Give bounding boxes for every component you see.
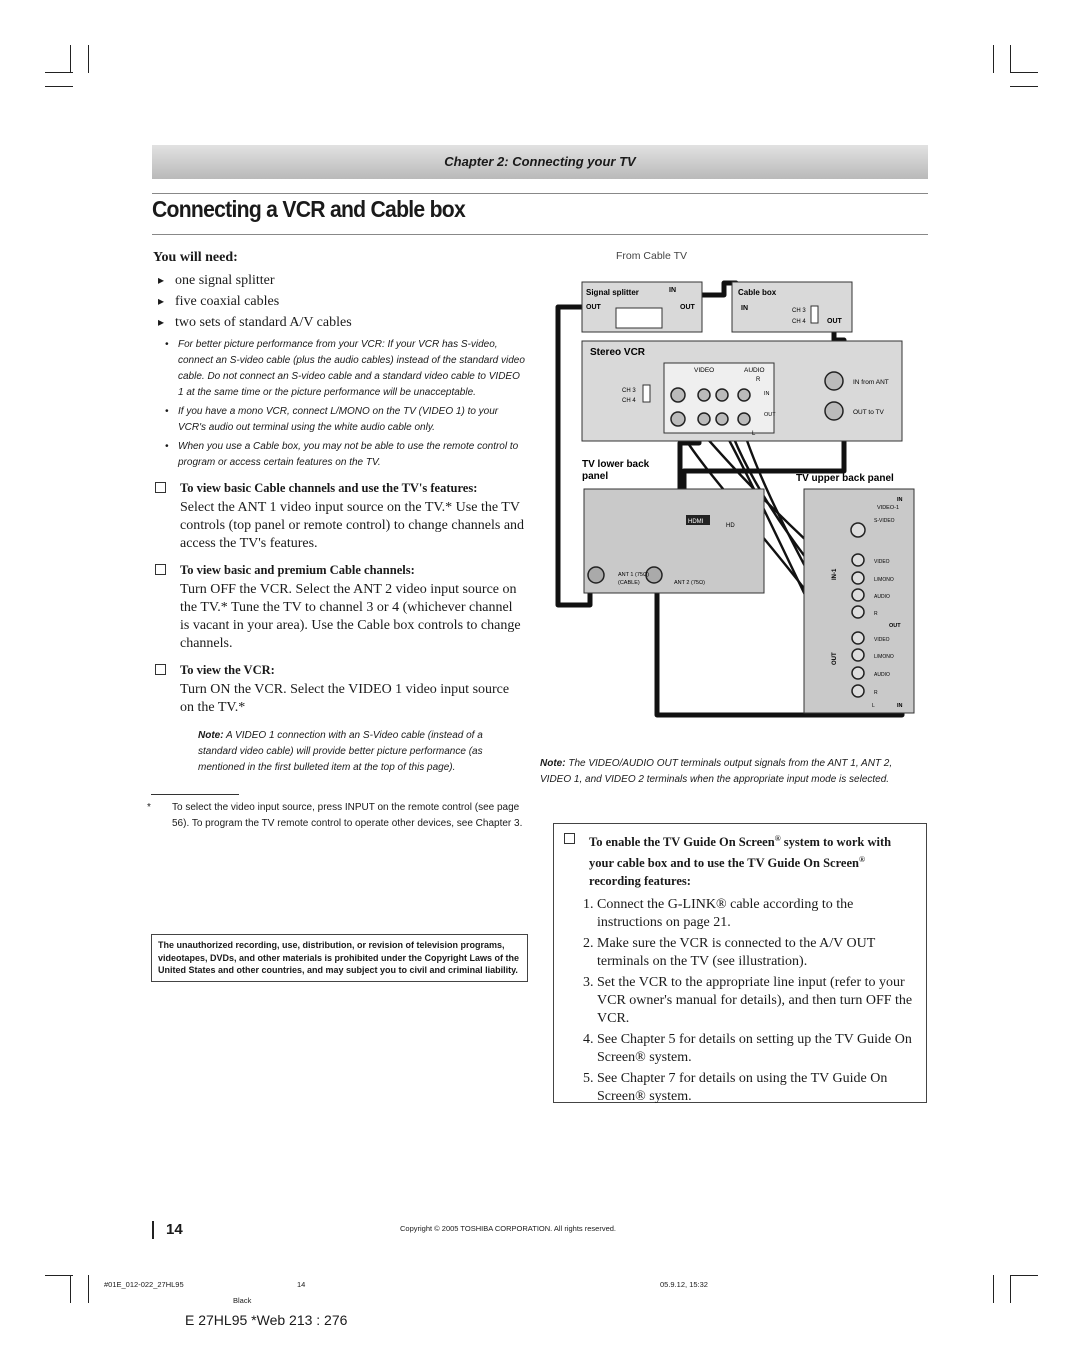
jack-icon [698,389,710,401]
need-list [153,270,525,333]
title-rule-top [152,193,928,194]
section-heading-text: To view the VCR: [180,663,275,677]
crop-mark [993,1275,994,1303]
hdmi-label: HDMI [688,519,704,525]
from-cable-label: From Cable TV [616,250,687,262]
section-premium-cable [153,561,525,653]
splitter-out-label: OUT [680,304,695,311]
coax-jack-icon [825,372,843,390]
guide-heading-part: To enable the TV Guide On Screen [589,835,775,850]
jack-icon [671,388,685,402]
crop-mark [1010,72,1038,73]
slug-date: 05.9.12, 15:32 [660,1280,708,1289]
out-to-tv-label: OUT to TV [853,409,884,416]
jack-icon [852,685,864,697]
crop-mark [70,45,71,73]
note-text: The VIDEO/AUDIO OUT terminals output signals from the ANT 1, ANT 2, VIDEO 1, and VIDEO 2 terminals when the appropriate input mode is selected. [540,758,893,785]
coax-jack-icon [588,567,604,583]
slug-file: #01E_012-022_27HL95 [104,1280,184,1289]
up-video1-label: VIDEO-1 [877,505,900,511]
checkbox-square-icon [155,482,166,493]
legal-notice: The unauthorized recording, use, distribution, or revision of television programs, videotapes, DVDs, and other materials is prohibited under the Copyright Laws of the United States and other countries, and may subject you to civil and criminal liability. [151,934,528,982]
guide-step: 1. Connect the G-LINK® cable according to the instructions on page 21. [597,896,918,932]
crop-mark [88,1275,89,1303]
cable-splitter-to-cablebox [700,283,736,295]
jack-icon [716,389,728,401]
section-body: Select the ANT 1 video input source on the TV.* Use the TV controls (top panel or remote control) to change channels and access the TV's features. [180,500,525,551]
tv-upper-label: TV upper back panel [796,473,894,484]
crop-mark [45,72,73,73]
cablebox-out-label: OUT [827,318,842,325]
registered-mark: ® [774,834,781,843]
section-heading [153,479,525,497]
slug-page: 14 [297,1280,306,1289]
section-heading-text: To view basic and premium Cable channels: [180,563,415,577]
cablebox-ch3-label: CH 3 [792,308,806,314]
ch-switch-icon [811,306,818,323]
need-note: • If you have a mono VCR, connect L/MONO on the TV (VIDEO 1) to your VCR's audio out terminal using the white audio cable only. [153,404,525,436]
crop-mark [45,1275,73,1276]
jack-icon [852,649,864,661]
need-item: ▸ one signal splitter [153,270,525,291]
section-body: Turn ON the VCR. Select the VIDEO 1 video input source on the TV.* [180,682,510,715]
vcr-l-label: L [752,431,756,437]
up-audio-b-label: AUDIO [874,672,890,678]
vcr-ch3-label: CH 3 [622,388,636,394]
guide-step: 5. See Chapter 7 for details on using the TV Guide On Screen® system. [597,1070,918,1106]
up-audio-label: AUDIO [874,594,890,600]
svideo-jack-icon [851,523,865,537]
splitter-out-label: OUT [586,304,601,311]
left-column [147,250,525,832]
crop-mark [1010,1275,1011,1303]
section-basic-cable [153,479,525,553]
stereo-vcr-label: Stereo VCR [590,347,646,358]
guide-steps [562,896,918,1106]
vcr-r-label: R [756,377,761,383]
hd-label: HD [726,523,735,529]
footnote [147,800,525,832]
splitter-window [616,308,662,328]
page-title: Connecting a VCR and Cable box [152,196,466,222]
up-video-b-label: VIDEO [874,637,890,643]
need-item: ▸ five coaxial cables [153,291,525,312]
up-lmono-label: L/MONO [874,577,894,583]
checkbox-square-icon [155,664,166,675]
side-in1-label: IN-1 [832,568,838,580]
vcr-out-label: OUT [764,412,776,418]
need-notes [153,337,525,471]
tv-lower-label: TV lower back [582,459,650,470]
up-svideo-label: S-VIDEO [874,518,895,524]
up-in-label: IN [897,497,903,503]
jack-icon [716,413,728,425]
crop-mark [88,45,89,73]
checkbox-square-icon [564,833,575,844]
jack-icon [738,413,750,425]
guide-heading-part: system to work with your cable box and to use the TV Guide On Screen [589,835,892,871]
section-heading [153,561,525,579]
crop-mark [1010,1275,1038,1276]
note-label: Note: [198,730,224,741]
splitter-in-label: IN [669,287,676,294]
footnote-rule [151,794,239,795]
tv-guide-box [553,823,927,1103]
jack-icon [852,667,864,679]
cablebox-in-label: IN [741,305,748,312]
cablebox-ch4-label: CH 4 [792,319,806,325]
connection-diagram [554,245,930,720]
section-body: Turn OFF the VCR. Select the ANT 2 video input source on the TV.* Tune the TV to channel 3 or 4 (whichever channel is vacant in your area). Use the Cable box controls to change channels. [180,582,521,651]
guide-step: 4. See Chapter 5 for details on setting up the TV Guide On Screen® system. [597,1031,918,1067]
page-number-bar [152,1221,154,1239]
vcr-audio-label: AUDIO [744,367,765,374]
slug-color: Black [233,1296,252,1305]
crop-mark [993,45,994,73]
in-from-ant-label: IN from ANT [853,379,889,386]
jack-icon [698,413,710,425]
checkbox-square-icon [155,564,166,575]
up-l-label: L [872,703,875,709]
note-label: Note: [540,758,566,769]
guide-step: 2. Make sure the VCR is connected to the A/V OUT terminals on the TV (see illustration). [597,935,918,971]
up-out-label: OUT [889,623,901,629]
tv-lower-panel-label: panel [582,471,609,482]
registered-mark: ® [858,855,865,865]
splitter-label: Signal splitter [586,288,639,297]
section-heading-text: To view basic Cable channels and use the TV's features: [180,481,478,495]
note-av-out [540,756,920,788]
need-heading: You will need: [153,250,238,265]
crop-mark [1010,86,1038,87]
up-video-label: VIDEO [874,559,890,565]
note-text: A VIDEO 1 connection with an S-Video cable (instead of a standard video cable) will provide better picture performance (as mentioned in the first bulleted item at the top of this page). [198,730,483,773]
section-heading [153,661,525,679]
cablebox-label: Cable box [738,288,777,297]
jack-icon [671,412,685,426]
ant2-label: ANT 2 (75Ω) [674,580,705,586]
chapter-band: Chapter 2: Connecting your TV [152,145,928,179]
page-number: 14 [166,1221,183,1238]
vcr-video-label: VIDEO [694,367,715,374]
cable-label: (CABLE) [618,580,640,586]
jack-icon [852,572,864,584]
jack-icon [852,554,864,566]
crop-mark [45,86,73,87]
jack-icon [852,589,864,601]
footnote-mark: * [147,802,151,813]
up-in-b-label: IN [897,703,903,709]
jack-icon [738,389,750,401]
guide-heading-part: recording features: [589,874,691,889]
bottom-code: E 27HL95 *Web 213 : 276 [185,1312,348,1328]
up-lmono-b-label: L/MONO [874,654,894,660]
jack-icon [852,632,864,644]
ant1-label: ANT 1 (75Ω) [618,572,649,578]
need-note: • For better picture performance from your VCR: If your VCR has S-video, connect an S-video cable (plus the audio cables) instead of the standard video cable. Do not connect an S-video cable and a standard video cable to VIDEO 1 at the same time or the picture performance will be unacceptable. [153,337,525,401]
jack-icon [852,606,864,618]
coax-jack-icon [825,402,843,420]
ch-switch-icon [643,385,650,402]
up-r-b-label: R [874,690,878,696]
crop-mark [1010,45,1011,73]
guide-step: 3. Set the VCR to the appropriate line input (refer to your VCR owner's manual for details), and then turn OFF the VCR. [597,974,918,1028]
need-note: • When you use a Cable box, you may not be able to use the remote control to program or access certain features on the TV. [153,439,525,471]
title-rule-bottom [152,234,928,235]
vcr-ch4-label: CH 4 [622,398,636,404]
vcr-in-label: IN [764,391,770,397]
need-item: ▸ two sets of standard A/V cables [153,312,525,333]
copyright: Copyright © 2005 TOSHIBA CORPORATION. All rights reserved. [400,1224,617,1233]
guide-heading [562,830,918,890]
note-svideo [153,728,503,776]
tv-lower-back-panel [584,489,764,593]
crop-mark [70,1275,71,1303]
footnote-text: To select the video input source, press INPUT on the remote control (see page 56). To program the TV remote control to operate other devices, see Chapter 3. [172,802,523,829]
up-r-label: R [874,611,878,617]
side-out-label: OUT [832,652,838,665]
section-view-vcr [153,661,525,717]
